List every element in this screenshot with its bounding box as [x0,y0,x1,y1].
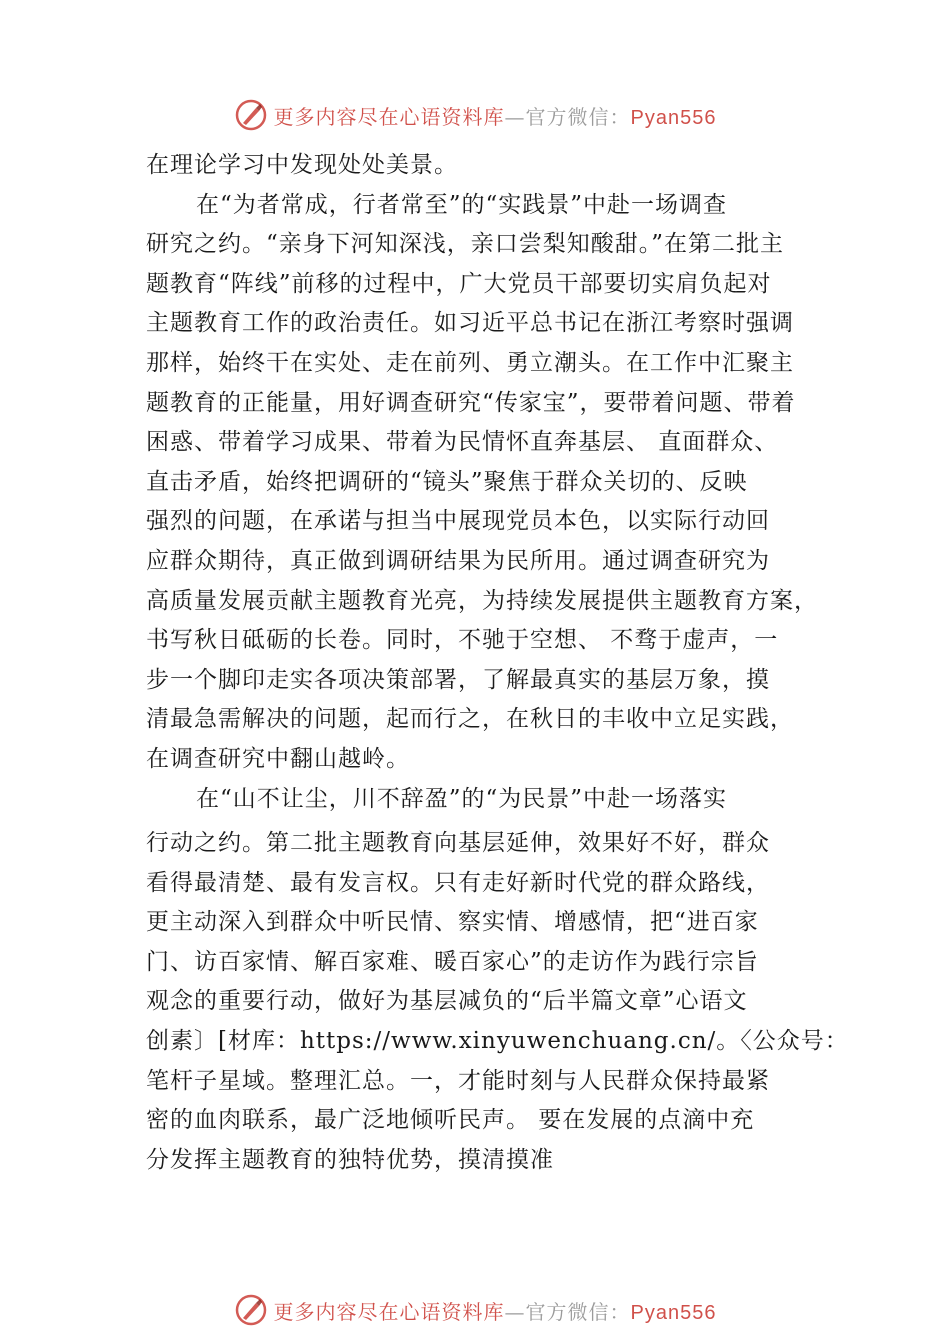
pen-logo-icon [234,98,268,132]
paragraph-start: 在“山不让尘，川不辞盈”的“为民景”中赴一场落实 [196,785,728,812]
text-line: 主题教育工作的政治责任。如习近平总书记在浙江考察时强调 [146,310,794,337]
text-line: 看得最清楚、最有发言权。只有走好新时代党的群众路线， [146,869,770,896]
text-line: 直击矛盾，始终把调研的“镜头”聚焦于群众关切的、反映 [146,468,748,495]
footer-watermark [0,1290,950,1330]
text-line: 强烈的问题，在承诺与担当中展现党员本色，以实际行动回 [146,508,770,535]
text-line: 清最急需解决的问题，起而行之，在秋日的丰收中立足实践， [146,706,794,733]
text-line: 在调查研究中翻山越岭。 [146,745,410,772]
text-line: 高质量发展贡献主题教育光亮，为持续发展提供主题教育方案， [146,587,818,614]
text-line: 困惑、带着学习成果、带着为民情怀直奔基层、 直面群众、 [146,429,779,456]
text-line: 门、访百家情、解百家难、暖百家心”的走访作为践行宗旨 [146,948,759,975]
watermark-text: 更多内容尽在心语资料库—官方微信：Pyan556 [273,1299,717,1324]
text-line: 那样，始终干在实处、走在前列、勇立潮头。在工作中汇聚主 [146,349,794,376]
text-line: 笔杆子星域。整理汇总。一，才能时刻与人民群众保持最紧 [146,1067,770,1094]
text-line: 分发挥主题教育的独特优势，摸清摸准 [146,1146,554,1173]
text-line: 观念的重要行动，做好为基层减负的“后半篇文章”心语文 [146,988,748,1015]
text-line: 书写秋日砥砺的长卷。同时，不驰于空想、 不骛于虚声，一 [146,627,779,654]
text-line: 行动之约。第二批主题教育向基层延伸，效果好不好，群众 [146,830,770,857]
pen-logo-icon [234,1293,268,1327]
header-watermark [0,95,950,135]
text-line: 密的血肉联系，最广泛地倾听民声。 要在发展的点滴中充 [146,1107,755,1134]
text-line: 更主动深入到群众中听民情、察实情、增感情，把“进百家 [146,909,759,936]
text-line: 在理论学习中发现处处美景。 [146,152,458,178]
paragraph-start: 在“为者常成，行者常至”的“实践景”中赴一场调查 [196,191,728,218]
text-line: 研究之约。“亲身下河知深浅，亲口尝梨知酸甜。”在第二批主 [146,231,785,258]
text-line: 创素〕[材库：https://www.xinyuwenchuang.cn/。〈公众号： [146,1028,849,1055]
text-line: 应群众期待，真正做到调研结果为民所用。通过调查研究为 [146,547,770,574]
text-line: 步一个脚印走实各项决策部署，了解最真实的基层万象，摸 [146,666,770,693]
text-line: 题教育的正能量，用好调查研究“传家宝”，要带着问题、带着 [146,389,796,416]
watermark-text: 更多内容尽在心语资料库—官方微信：Pyan556 [273,104,717,129]
document-body [146,146,849,1180]
text-line: 题教育“阵线”前移的过程中，广大党员干部要切实肩负起对 [146,270,772,297]
